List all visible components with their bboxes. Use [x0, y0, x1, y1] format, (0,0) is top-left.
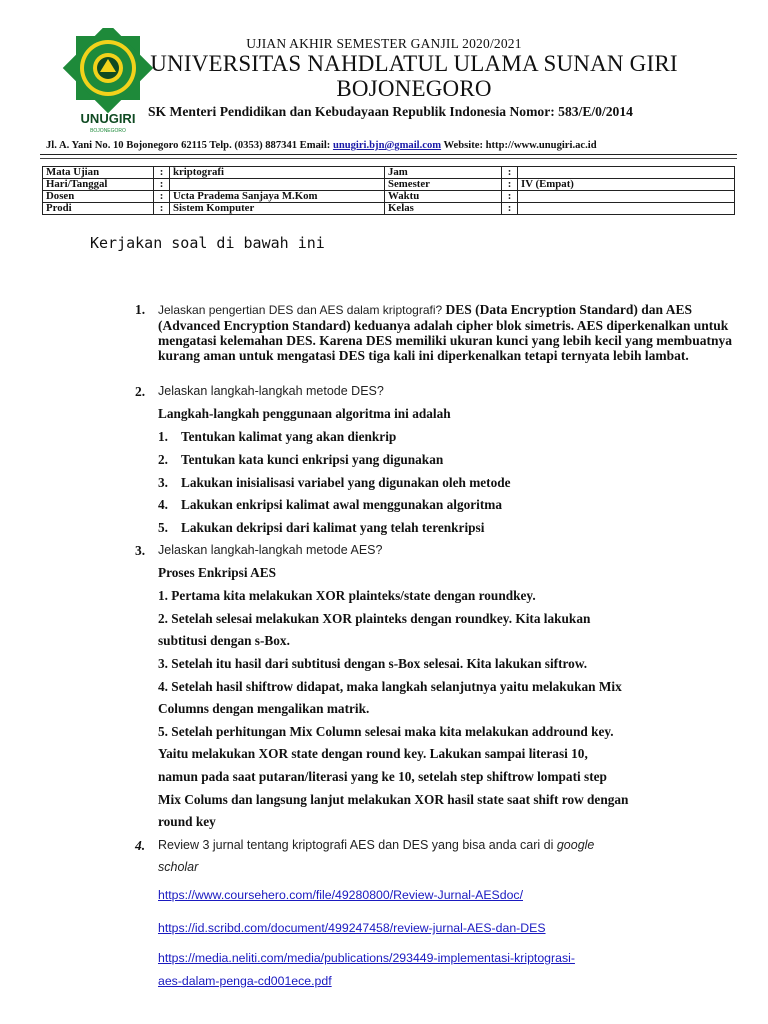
answer-line: Proses Enkripsi AES — [158, 565, 276, 580]
question-1 — [158, 302, 733, 363]
answer-line: round key — [158, 814, 216, 829]
info-value: kriptografi — [170, 167, 385, 179]
info-value — [170, 179, 385, 191]
answer-line: Columns dengan mengalikan matrik. — [158, 701, 370, 716]
instruction-heading: Kerjakan soal di bawah ini — [90, 234, 325, 252]
svg-text:BOJONEGORO: BOJONEGORO — [90, 128, 126, 134]
header-rule — [40, 154, 737, 155]
info-colon: : — [502, 179, 518, 191]
question-text: Jelaskan langkah-langkah metode AES? — [158, 543, 383, 557]
step-number: 3. — [158, 475, 168, 490]
step-number: 1. — [158, 429, 168, 444]
info-colon: : — [502, 203, 518, 215]
info-colon: : — [502, 191, 518, 203]
journal-link[interactable]: https://www.coursehero.com/file/49280800/Review-Jurnal-AESdoc/ — [158, 888, 523, 902]
table-row — [43, 167, 735, 179]
exam-info-table — [42, 166, 735, 215]
info-label: Mata Ujian — [43, 167, 154, 179]
info-label: Prodi — [43, 203, 154, 215]
question-text-main: Review 3 jurnal tentang kriptografi AES dan DES yang bisa anda cari di — [158, 838, 557, 852]
answer-line: 3. Setelah itu hasil dari subtitusi dengan s-Box selesai. Kita lakukan siftrow. — [158, 656, 588, 671]
journal-link[interactable]: https://media.neliti.com/media/publications/293449-implementasi-kriptograsi- — [158, 951, 575, 965]
info-label: Jam — [385, 167, 502, 179]
step-text: Tentukan kalimat yang akan dienkrip — [181, 429, 397, 444]
question-number: 2. — [135, 384, 146, 399]
step-number: 5. — [158, 520, 168, 535]
university-name-line2: BOJONEGORO — [336, 76, 492, 101]
svg-text:UNUGIRI: UNUGIRI — [80, 111, 136, 126]
step-text: Lakukan inisialisasi variabel yang digunakan oleh metode — [181, 475, 511, 490]
info-value — [518, 203, 735, 215]
info-value: Ucta Pradema Sanjaya M.Kom — [170, 191, 385, 203]
question-text-italic: scholar — [158, 860, 199, 874]
table-row — [43, 191, 735, 203]
answer-line: Mix Colums dan langsung lanjut melakukan XOR hasil state saat shift row dengan — [158, 792, 629, 807]
university-name — [104, 51, 724, 101]
info-label: Semester — [385, 179, 502, 191]
address: Jl. A. Yani No. 10 Bojonegoro 62115 Telp. (0353) 887341 Email: — [46, 140, 333, 151]
answer-intro: Langkah-langkah penggunaan algoritma ini adalah — [158, 406, 451, 421]
journal-link[interactable]: aes-dalam-penga-cd001ece.pdf — [158, 974, 332, 988]
info-value — [518, 191, 735, 203]
step-number: 4. — [158, 497, 168, 512]
info-value — [518, 167, 735, 179]
answer-line: 5. Setelah perhitungan Mix Column selesai maka kita melakukan addround key. — [158, 724, 614, 739]
info-colon: : — [154, 167, 170, 179]
question-text: Jelaskan langkah-langkah metode DES? — [158, 384, 384, 398]
step-number: 2. — [158, 452, 168, 467]
info-colon: : — [154, 191, 170, 203]
email-link[interactable]: unugiri.bjn@gmail.com — [332, 140, 442, 151]
info-colon: : — [502, 167, 518, 179]
question-number: 3. — [135, 543, 146, 558]
answer-line: Yaitu melakukan XOR state dengan round key. Lakukan sampai literasi 10, — [158, 746, 588, 761]
exam-title: UJIAN AKHIR SEMESTER GANJIL 2020/2021 — [246, 36, 522, 51]
answer-line: 4. Setelah hasil shiftrow didapat, maka langkah selanjutnya yaitu melakukan Mix — [158, 679, 622, 694]
answer-text: DES (Data Encryption Standard) dan AES (Advanced Encryption Standard) keduanya adalah cipher blok simetris. AES diperkenalkan untuk mengatasi kelemahan DES. Karena DES memiliki ukuran kunci yang lebih kecil yang membuatnya kurang aman untuk mengatasi DES tiga kali ini diperkenalkan tetapi ternyata lebih lambat. — [158, 302, 732, 363]
question-text-italic: google — [556, 838, 595, 852]
table-row — [43, 203, 735, 215]
info-value: IV (Empat) — [518, 179, 735, 191]
answer-line: 2. Setelah selesai melakukan XOR plainteks dengan roundkey. Kita lakukan — [158, 611, 591, 626]
sk-decree: SK Menteri Pendidikan dan Kebudayaan Republik Indonesia Nomor: 583/E/0/2014 — [148, 104, 633, 119]
university-name-line1: UNIVERSITAS NAHDLATUL ULAMA SUNAN GIRI — [150, 51, 678, 76]
info-colon: : — [154, 179, 170, 191]
info-value: Sistem Komputer — [170, 203, 385, 215]
question-number: 4. — [135, 838, 146, 853]
website: Website: http://www.unugiri.ac.id — [441, 140, 597, 151]
step-text: Tentukan kata kunci enkripsi yang digunakan — [181, 452, 444, 467]
answer-line: subtitusi dengan s-Box. — [158, 633, 290, 648]
info-label: Hari/Tanggal — [43, 179, 154, 191]
address-line — [46, 140, 597, 151]
info-label: Waktu — [385, 191, 502, 203]
question-number: 1. — [135, 302, 146, 317]
info-colon: : — [154, 203, 170, 215]
answer-line: namun pada saat putaran/literasi yang ke 10, setelah step shiftrow lompati step — [158, 769, 607, 784]
header-rule-thin — [40, 158, 737, 159]
question-text — [158, 838, 594, 852]
step-text: Lakukan enkripsi kalimat awal menggunakan algoritma — [181, 497, 503, 512]
answer-line: 1. Pertama kita melakukan XOR plainteks/state dengan roundkey. — [158, 588, 536, 603]
journal-link[interactable]: https://id.scribd.com/document/499247458/review-jurnal-AES-dan-DES — [158, 921, 546, 935]
table-row — [43, 179, 735, 191]
step-text: Lakukan dekripsi dari kalimat yang telah terenkripsi — [181, 520, 485, 535]
question-text: Jelaskan pengertian DES dan AES dalam kriptografi? — [158, 303, 446, 317]
info-label: Dosen — [43, 191, 154, 203]
info-label: Kelas — [385, 203, 502, 215]
